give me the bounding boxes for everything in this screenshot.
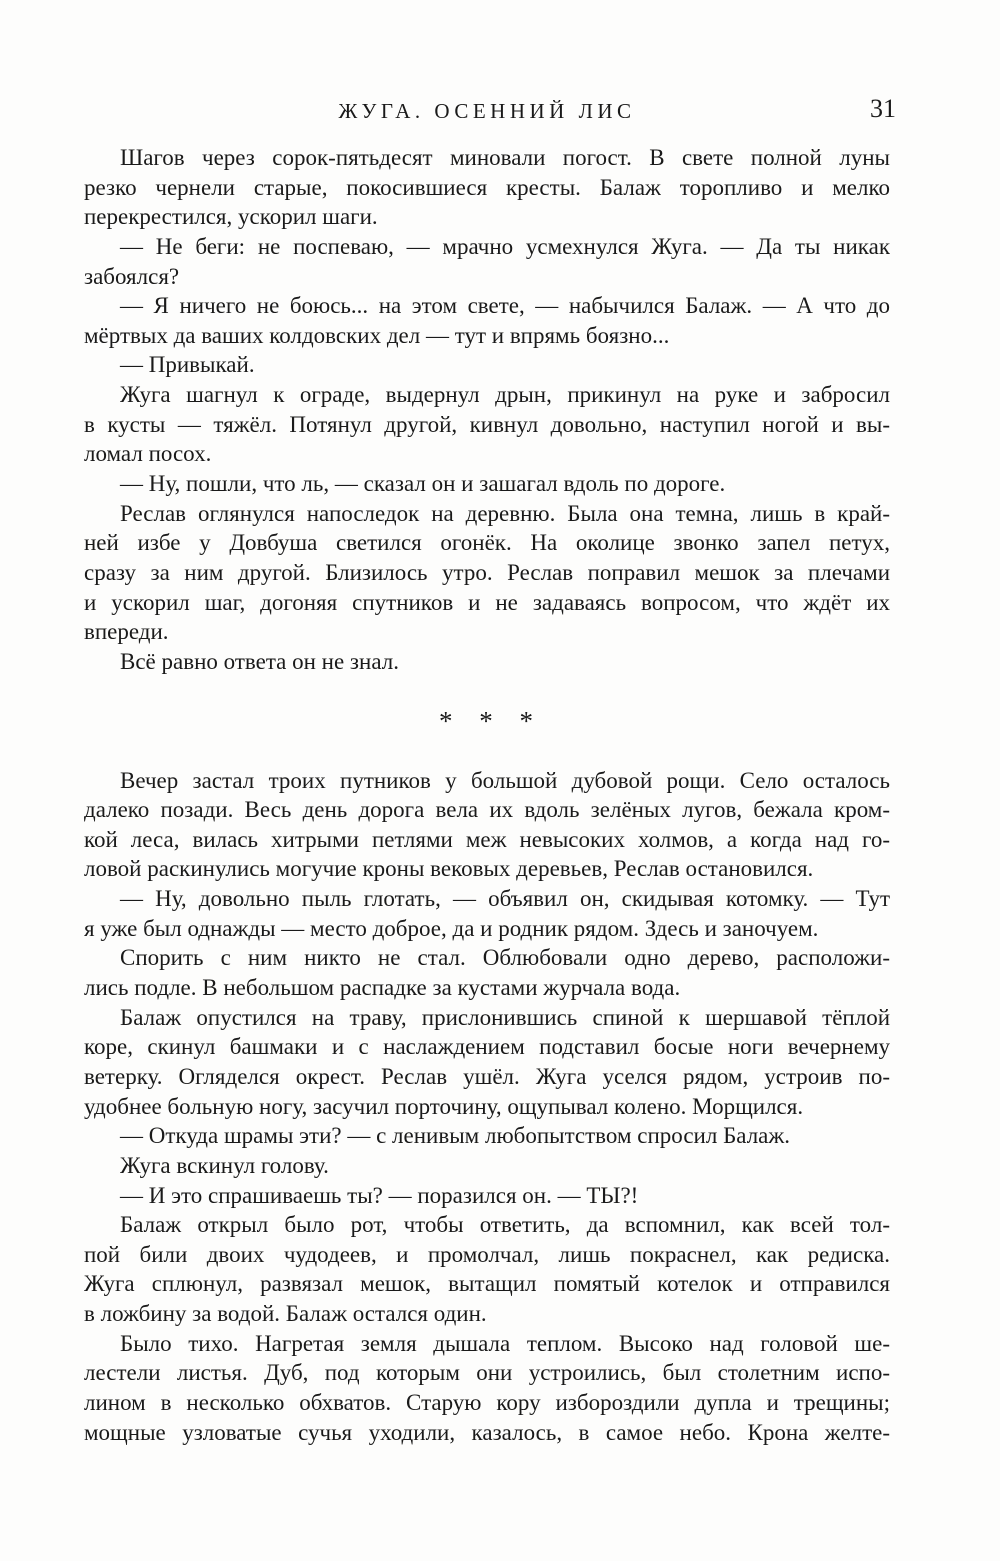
text-line: Шагов через сорок-пятьдесят миновали погост. В свете полной луны (120, 145, 890, 170)
paragraph (84, 647, 890, 677)
paragraph (84, 1003, 890, 1122)
paragraph (84, 943, 890, 1002)
text-line: мёртвых да ваших колдовских дел — тут и впрямь боязно... (84, 322, 670, 348)
paragraph (84, 1121, 890, 1151)
text-line: в кусты — тяжёл. Потянул другой, кивнул довольно, наступил ногой и вы- (84, 411, 890, 437)
text-line: ловой раскинулись могучие кроны вековых деревьев, Реслав остановился. (84, 856, 814, 882)
text-line: Вечер застал троих путников у большой дубовой рощи. Село осталось (120, 767, 890, 793)
text-line: Реслав оглянулся напоследок на деревню. Была она темна, лишь в край- (120, 500, 890, 526)
running-header-title: ЖУГА. ОСЕННИЙ ЛИС (338, 99, 636, 123)
text-line: Балаж открыл было рот, чтобы ответить, да вспомнил, как всей тол- (120, 1212, 890, 1238)
paragraph (84, 143, 890, 232)
text-line: кой леса, вилась хитрыми петлями меж невысоких холмов, а когда над го- (84, 826, 890, 852)
text-line: ветерку. Огляделся окрест. Реслав ушёл. Жуга уселся рядом, устроив по- (84, 1063, 890, 1089)
text-line: сразу за ним другой. Близилось утро. Реслав поправил мешок за плечами (84, 559, 890, 585)
text-line: ней избе у Довбуша светился огонёк. На околице звонко запел петух, (84, 530, 890, 556)
paragraph (84, 469, 890, 499)
text-line: — Откуда шрамы эти? — с ленивым любопытством спросил Балаж. (120, 1123, 791, 1149)
text-line: — Ну, довольно пыль глотать, — объявил он, скидывая котомку. — Тут (120, 886, 890, 912)
text-line: лись подле. В небольшом распадке за кустами журчала вода. (84, 975, 681, 1001)
paragraph (84, 380, 890, 469)
text-line: — Я ничего не боюсь... на этом свете, — набычился Балаж. — А что до (120, 293, 890, 319)
text-line: Жуга вскинул голову. (120, 1152, 329, 1178)
paragraph (84, 232, 890, 291)
text-line: Жуга шагнул к ограде, выдернул дрын, прикинул на руке и забросил (120, 382, 890, 408)
text-line: — Ну, пошли, что ль, — сказал он и зашагал вдоль по дороге. (120, 471, 726, 497)
text-line: ломал посох. (84, 441, 212, 467)
text-line: Жуга сплюнул, развязал мешок, вытащил помятый котелок и отправился (84, 1271, 890, 1297)
paragraph (84, 1151, 890, 1181)
paragraph (84, 884, 890, 943)
paragraph (84, 499, 890, 647)
text-line: — И это спрашиваешь ты? — поразился он. — ТЫ?! (120, 1182, 639, 1208)
text-line: перекрестился, ускорил шаги. (84, 204, 378, 230)
text-line: я уже был однажды — место доброе, да и родник рядом. Здесь и заночуем. (84, 915, 819, 941)
text-line: лестели листья. Дуб, под которым они устроились, был столетним испо- (84, 1360, 890, 1386)
paragraph (84, 1210, 890, 1329)
paragraph (84, 766, 890, 885)
text-line: — Не беги: не поспеваю, — мрачно усмехнулся Жуга. — Да ты никак (120, 233, 890, 259)
text-line: пой били двоих чудодеев, и промолчал, лишь покраснел, как редиска. (84, 1241, 890, 1267)
text-line: мощные узловатые сучья уходили, казалось, в самое небо. Крона желте- (84, 1419, 890, 1445)
text-line: Всё равно ответа он не знал. (120, 648, 399, 674)
text-line: удобнее больную ногу, засучил порточину, ощупывал колено. Морщился. (84, 1093, 804, 1119)
text-line: Балаж опустился на траву, прислонившись спиной к шершавой тёплой (120, 1004, 890, 1030)
text-line: и ускорил шаг, догоняя спутников и не задаваясь вопросом, что ждёт их (84, 589, 890, 615)
text-line: коре, скинул башмаки и с наслаждением подставил босые ноги вечернему (84, 1034, 890, 1060)
text-line: впереди. (84, 619, 169, 645)
paragraph (84, 350, 890, 380)
text-line: Спорить с ним никто не стал. Облюбовали одно дерево, расположи- (120, 945, 890, 971)
text-line: резко чернели старые, покосившиеся кресты. Балаж торопливо и мелко (84, 174, 890, 200)
text-line: — Привыкай. (120, 352, 255, 378)
section-break: * * * (439, 705, 535, 736)
paragraph (84, 1329, 890, 1448)
text-line: далеко позади. Весь день дорога вела их вдоль зелёных лугов, бежала кром- (84, 797, 890, 823)
text-line: лином в несколько обхватов. Старую кору избороздили дупла и трещины; (84, 1389, 890, 1415)
page-number: 31 (870, 94, 896, 123)
text-line: забоялся? (84, 263, 180, 289)
body-text (84, 143, 890, 1447)
paragraph (84, 1181, 890, 1211)
text-line: Было тихо. Нагретая земля дышала теплом. Высоко над головой ше- (120, 1330, 890, 1356)
paragraph (84, 291, 890, 350)
text-line: в ложбину за водой. Балаж остался один. (84, 1301, 487, 1327)
